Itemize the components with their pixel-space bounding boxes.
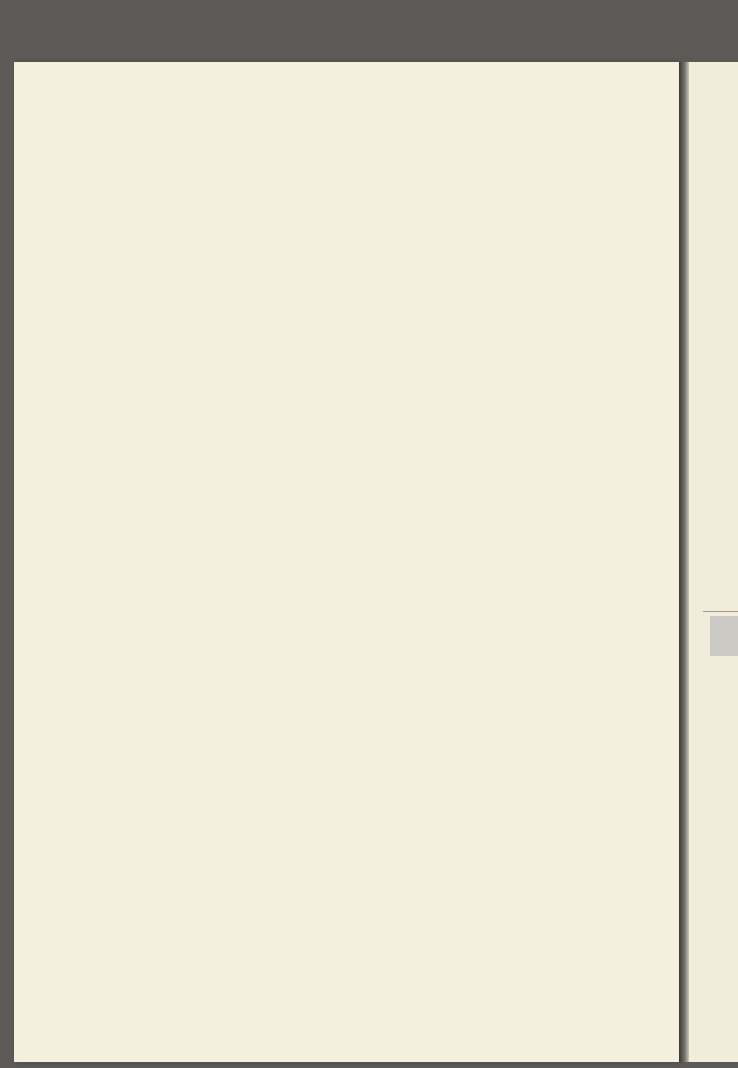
book-gutter [679,62,689,1062]
divider [703,611,738,612]
next-page-edge [689,62,738,1062]
next-page-heading-box [710,616,738,656]
article-page [14,62,679,1062]
